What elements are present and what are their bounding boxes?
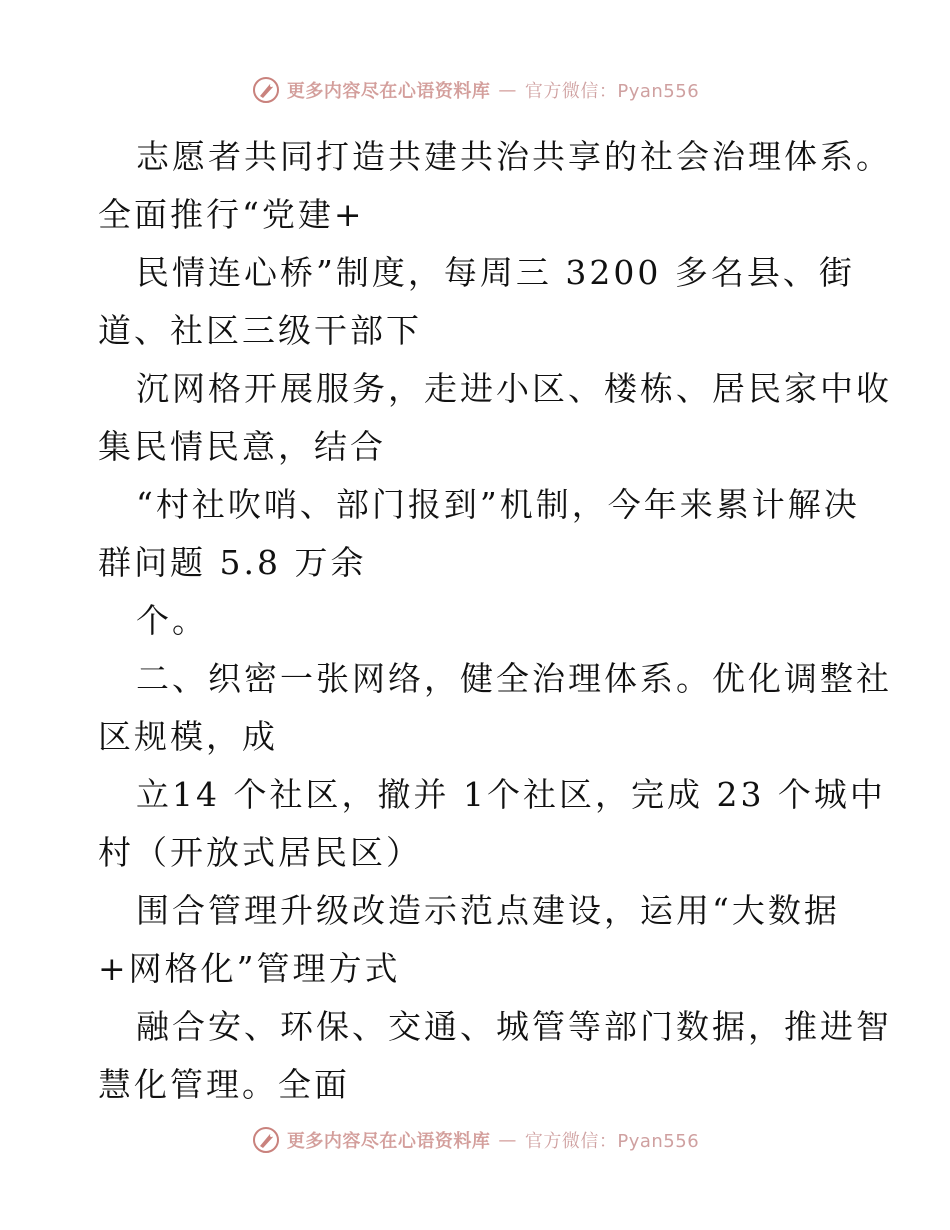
pen-nib-circle-icon	[251, 1125, 281, 1155]
header-watermark	[0, 70, 950, 110]
body-line: 立14 个社区，撤并 1个社区，完成 23 个城中	[136, 775, 886, 814]
body-line: 村（开放式居民区）	[98, 833, 422, 872]
body-line: +网格化”管理方式	[98, 949, 401, 988]
body-line: 集民情民意，结合	[98, 427, 386, 466]
body-line: 区规模，成	[98, 717, 278, 756]
watermark-account-text: 官方微信：Pyan556	[524, 1131, 700, 1152]
body-line: 民情连心桥”制度，每周三 3200 多名县、街	[136, 253, 855, 292]
watermark-account-text: 官方微信：Pyan556	[524, 81, 700, 102]
body-line: 志愿者共同打造共建共治共享的社会治理体系。	[136, 137, 892, 176]
pen-nib-circle-icon	[251, 75, 281, 105]
body-line: 围合管理升级改造示范点建设，运用“大数据	[136, 891, 840, 930]
footer-watermark	[0, 1120, 950, 1160]
body-line: 群问题 5.8 万余	[98, 543, 367, 582]
watermark-brand-text: 更多内容尽在心语资料库	[286, 81, 491, 102]
watermark-brand-text: 更多内容尽在心语资料库	[286, 1131, 491, 1152]
watermark-dash: —	[498, 79, 517, 101]
body-line: 沉网格开展服务，走进小区、楼栋、居民家中收	[136, 369, 892, 408]
body-line: “村社吹哨、部门报到”机制，今年来累计解决	[136, 485, 860, 524]
body-line: 道、社区三级干部下	[98, 311, 422, 350]
watermark-dash: —	[498, 1129, 517, 1151]
body-line: 个。	[136, 601, 208, 640]
document-body	[98, 128, 892, 1114]
body-line: 融合安、环保、交通、城管等部门数据，推进智	[136, 1007, 892, 1046]
body-line: 慧化管理。全面	[98, 1065, 350, 1104]
body-line: 二、织密一张网络，健全治理体系。优化调整社	[136, 659, 892, 698]
body-line: 全面推行“党建+	[98, 195, 365, 234]
